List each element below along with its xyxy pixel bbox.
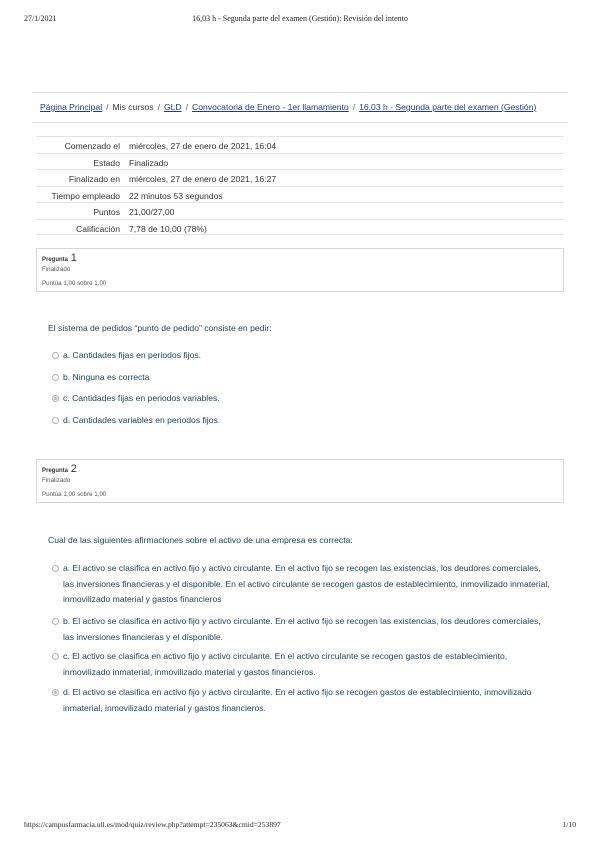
- question-grade: Puntúa 1,00 sobre 1,00: [42, 280, 107, 287]
- radio-icon[interactable]: [52, 374, 59, 381]
- answer-option[interactable]: [52, 649, 552, 680]
- breadcrumb-separator: /: [352, 102, 356, 112]
- question-number-value: 2: [70, 463, 77, 475]
- radio-icon[interactable]: [52, 653, 59, 660]
- breadcrumb: [40, 102, 560, 112]
- breadcrumb-section-link[interactable]: Convocatoria de Enero - 1er llamamiento: [192, 102, 349, 112]
- summary-label: Puntos: [93, 207, 120, 217]
- summary-label: Comenzado el: [64, 141, 120, 151]
- answer-option[interactable]: [52, 614, 552, 645]
- breadcrumb-home-link[interactable]: Página Principal: [40, 102, 103, 112]
- summary-label: Finalizado en: [68, 174, 120, 184]
- radio-icon[interactable]: [52, 565, 59, 572]
- radio-checked-icon[interactable]: [52, 689, 59, 696]
- print-footer: [24, 820, 576, 832]
- attempt-summary-table: [36, 136, 564, 235]
- summary-row-state: [36, 153, 564, 170]
- question-number: [42, 463, 77, 475]
- summary-label: Estado: [93, 157, 120, 168]
- summary-label: Tiempo empleado: [51, 190, 120, 201]
- radio-icon[interactable]: [52, 417, 59, 424]
- question-label: Pregunta: [42, 468, 69, 474]
- answer-option[interactable]: [52, 561, 552, 608]
- summary-value: Finalizado: [129, 157, 169, 168]
- summary-value: miércoles, 27 de enero de 2021, 16:04: [129, 141, 277, 151]
- summary-value: 22 minutos 53 segundos: [129, 190, 223, 201]
- answer-option[interactable]: [52, 348, 552, 364]
- breadcrumb-separator: /: [106, 102, 109, 112]
- breadcrumb-separator: /: [185, 102, 189, 112]
- print-page-number: 1/10: [562, 820, 576, 829]
- breadcrumb-my-courses: Mis cursos: [112, 102, 154, 112]
- summary-row-started: [36, 136, 564, 153]
- summary-row-completed: [36, 169, 564, 186]
- radio-checked-icon[interactable]: [52, 395, 59, 402]
- summary-value: 21,00/27,00: [129, 207, 175, 217]
- breadcrumb-quiz-link[interactable]: 16,03 h - Segunda parte del examen (Gestión): [359, 102, 537, 112]
- answer-label: a. El activo se clasifica en activo fijo y activo circulante. En el activo fijo se recogen las existencias, los deudores comerciales, las inversiones financieras y el disponible. En el activo circulante se recogen gastos de establecimiento, inmovilizado inmaterial, inmovilizado material y gastos financieros: [63, 563, 550, 604]
- question-text: Cual de las siguientes afirmaciones sobre el activo de una empresa es correcta:: [48, 535, 353, 545]
- divider: [32, 92, 568, 93]
- question-text: El sistema de pedidos “punto de pedido” consiste en pedir:: [48, 323, 272, 333]
- breadcrumb-course-link[interactable]: GLD: [163, 102, 182, 112]
- answer-label: b. El activo se clasifica en activo fijo y activo circulante. En el activo fijo se recogen las existencias, los deudores comerciales, las inversiones financieras y el disponible.: [63, 616, 541, 642]
- radio-icon[interactable]: [52, 352, 59, 359]
- question-state: Finalizado: [42, 477, 71, 484]
- answer-label: c. Cantidades fijas en periodos variables.: [63, 393, 220, 403]
- question-label: Pregunta: [42, 257, 69, 263]
- summary-row-time-taken: [36, 186, 564, 203]
- print-header: [24, 14, 576, 28]
- print-url: https://campusfarmacia.ull.es/mod/quiz/review.php?attempt=235063&cmid=253897: [24, 820, 281, 829]
- summary-row-grade: [36, 219, 564, 236]
- question-state: Finalizado: [42, 266, 71, 273]
- answer-label: c. El activo se clasifica en activo fijo y activo circulante. En el activo circulante se recogen gastos de establecimiento, inmovilizado inmaterial, inmovilizado material y gastos financieros.: [63, 651, 508, 677]
- question-info-box: [36, 248, 564, 292]
- summary-value: miércoles, 27 de enero de 2021, 16:27: [129, 174, 277, 184]
- question-grade: Puntúa 1,00 sobre 1,00: [42, 491, 107, 498]
- summary-row-marks: [36, 202, 564, 219]
- answer-option-selected[interactable]: [52, 391, 552, 407]
- print-title: 16,03 h - Segunda parte del examen (Gestión): Revisión del intento: [192, 14, 408, 23]
- answer-option[interactable]: [52, 370, 552, 386]
- question-info-box: [36, 459, 564, 503]
- print-date: 27/1/2021: [24, 14, 57, 23]
- answer-label: d. El activo se clasifica en activo fijo y activo circulante. En el activo fijo se recogen gastos de establecimiento, inmovilizado inmaterial, inmovilizado material y gastos financieros.: [63, 687, 532, 713]
- question-number: [42, 252, 77, 264]
- answer-label: d. Cantidades variables en periodos fijos.: [63, 415, 221, 425]
- summary-label: Calificación: [76, 223, 120, 234]
- answer-option[interactable]: [52, 413, 552, 429]
- summary-value: 7,78 de 10,00 (78%): [129, 223, 207, 234]
- radio-icon[interactable]: [52, 618, 59, 625]
- question-number-value: 1: [70, 252, 77, 264]
- answer-option-selected[interactable]: [52, 685, 552, 716]
- breadcrumb-separator: /: [157, 102, 160, 112]
- answer-label: a. Cantidades fijas en periodos fijos.: [63, 350, 202, 360]
- answer-label: b. Ninguna es correcta: [63, 372, 150, 382]
- divider: [32, 122, 568, 123]
